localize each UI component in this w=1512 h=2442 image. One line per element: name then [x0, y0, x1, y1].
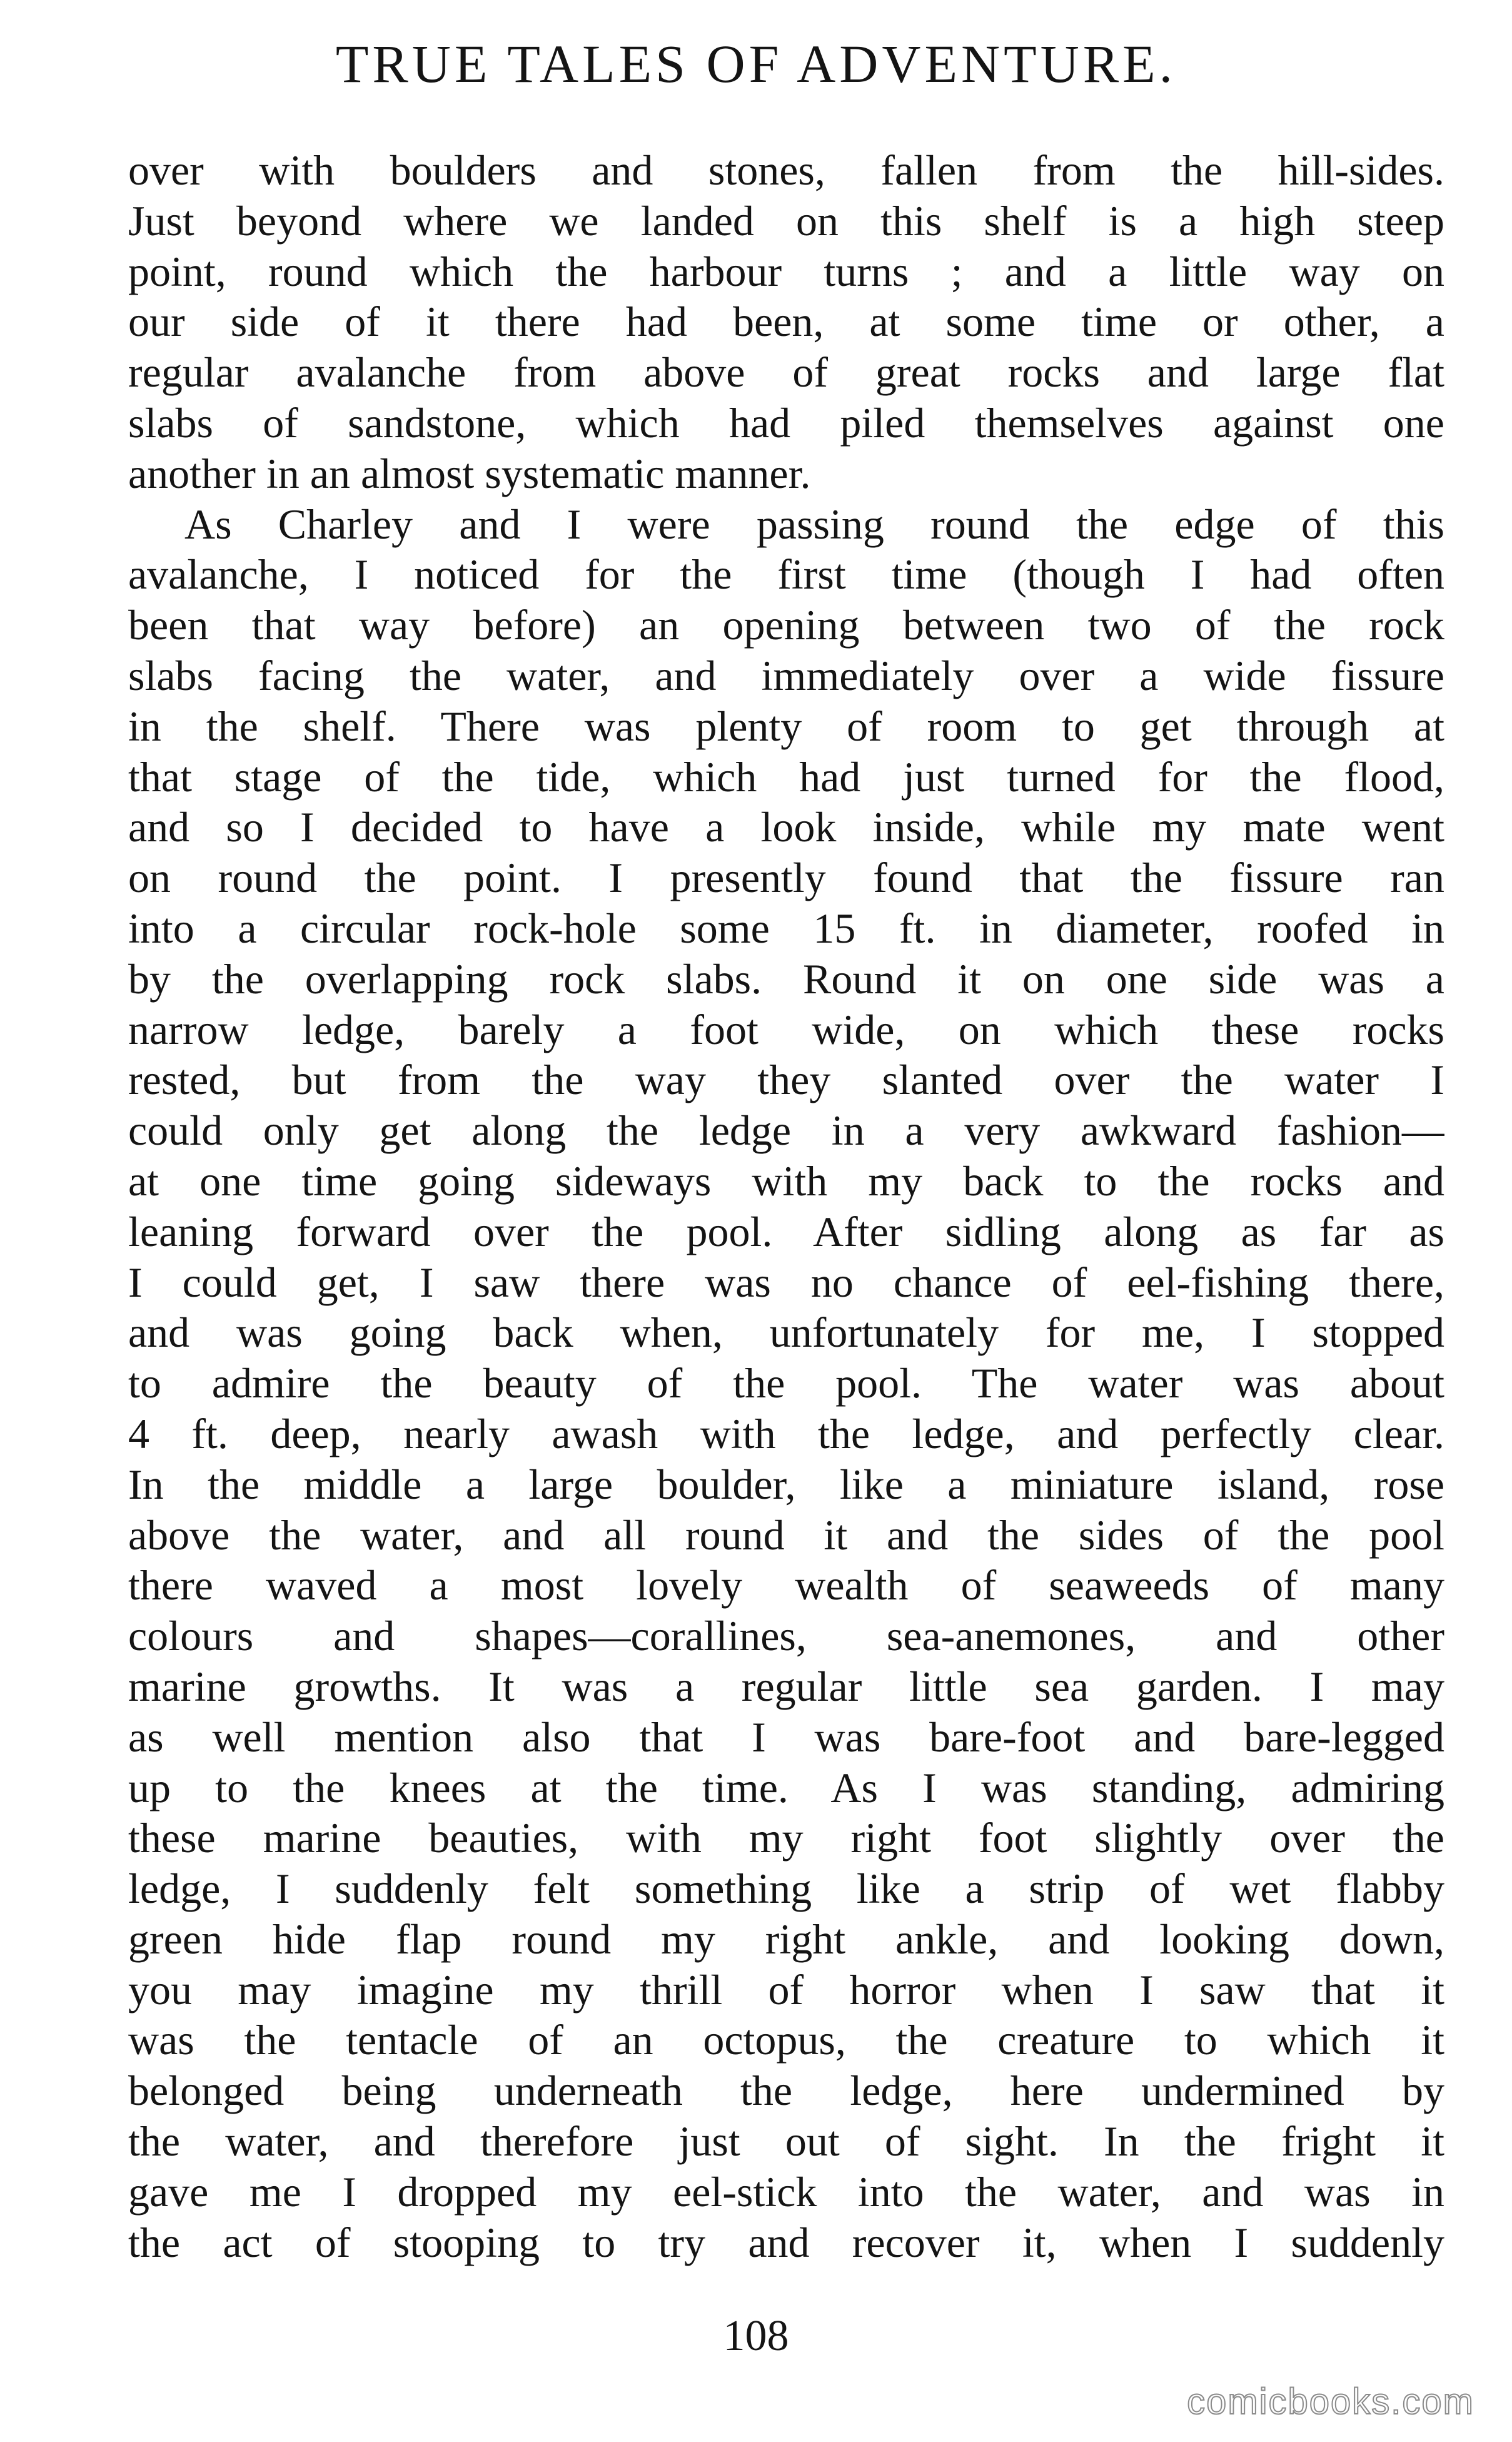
text-line: As Charley and I were passing round the edge of this: [184, 500, 1444, 548]
text-line: on round the point. I presently found that the fissure ran: [128, 854, 1444, 902]
text-line: could only get along the ledge in a very awkward fashion—: [128, 1107, 1444, 1155]
text-line: point, round which the harbour turns ; and a little way on: [128, 247, 1444, 295]
text-line: you may imagine my thrill of horror when I saw that it: [128, 1965, 1444, 2014]
text-line: these marine beauties, with my right foot slightly over the: [128, 1814, 1444, 1862]
text-line: slabs of sandstone, which had piled themselves against one: [128, 398, 1444, 447]
text-line: as well mention also that I was bare-foot and bare-legged: [128, 1713, 1444, 1761]
text-line: over with boulders and stones, fallen from the hill-sides.: [128, 146, 1444, 194]
text-line: marine growths. It was a regular little sea garden. I may: [128, 1662, 1444, 1710]
text-line: our side of it there had been, at some time or other, a: [128, 298, 1444, 346]
text-line: gave me I dropped my eel-stick into the water, and was in: [128, 2167, 1444, 2216]
text-line: slabs facing the water, and immediately over a wide fissure: [128, 651, 1444, 699]
text-line: colours and shapes—corallines, sea-anemones, and other: [128, 1612, 1444, 1660]
text-line: the water, and therefore just out of sight. In the fright it: [128, 2117, 1444, 2166]
watermark: comicbooks.com: [1187, 2381, 1474, 2422]
text-line: in the shelf. There was plenty of room to get through at: [128, 702, 1444, 750]
body-text: [128, 145, 1444, 2267]
text-line: and so I decided to have a look inside, while my mate went: [128, 803, 1444, 851]
text-line: was the tentacle of an octopus, the creature to which it: [128, 2016, 1444, 2064]
text-line: regular avalanche from above of great rocks and large flat: [128, 348, 1444, 397]
text-line: another in an almost systematic manner.: [128, 449, 811, 497]
text-line: leaning forward over the pool. After sidling along as far as: [128, 1207, 1444, 1255]
text-line: rested, but from the way they slanted over the water I: [128, 1056, 1444, 1104]
text-line: that stage of the tide, which had just turned for the flood,: [128, 752, 1444, 801]
text-line: avalanche, I noticed for the first time (though I had often: [128, 550, 1444, 599]
text-line: there waved a most lovely wealth of seaweeds of many: [128, 1561, 1444, 1609]
text-line: 4 ft. deep, nearly awash with the ledge, and perfectly clear.: [128, 1409, 1444, 1457]
text-line: at one time going sideways with my back to the rocks and: [128, 1157, 1444, 1205]
page-number: 108: [723, 2312, 789, 2360]
text-line: Just beyond where we landed on this shelf is a high steep: [128, 196, 1444, 245]
text-line: ledge, I suddenly felt something like a strip of wet flabby: [128, 1865, 1444, 1913]
text-line: belonged being underneath the ledge, here undermined by: [128, 2067, 1444, 2115]
text-line: the act of stooping to try and recover it, when I suddenly: [128, 2218, 1444, 2266]
text-line: above the water, and all round it and the sides of the pool: [128, 1511, 1444, 1559]
text-line: by the overlapping rock slabs. Round it on one side was a: [128, 955, 1444, 1003]
text-line: green hide flap round my right ankle, and looking down,: [128, 1915, 1444, 1963]
text-line: up to the knees at the time. As I was standing, admiring: [128, 1763, 1444, 1811]
running-title: TRUE TALES OF ADVENTURE.: [335, 34, 1177, 94]
text-line: In the middle a large boulder, like a miniature island, rose: [128, 1460, 1444, 1508]
text-line: narrow ledge, barely a foot wide, on which these rocks: [128, 1005, 1444, 1053]
text-line: into a circular rock-hole some 15 ft. in diameter, roofed in: [128, 904, 1444, 952]
text-line: I could get, I saw there was no chance of eel-fishing there,: [128, 1258, 1444, 1306]
text-line: and was going back when, unfortunately for me, I stopped: [128, 1309, 1444, 1357]
text-line: to admire the beauty of the pool. The water was about: [128, 1359, 1444, 1407]
text-line: been that way before) an opening between two of the rock: [128, 601, 1444, 649]
